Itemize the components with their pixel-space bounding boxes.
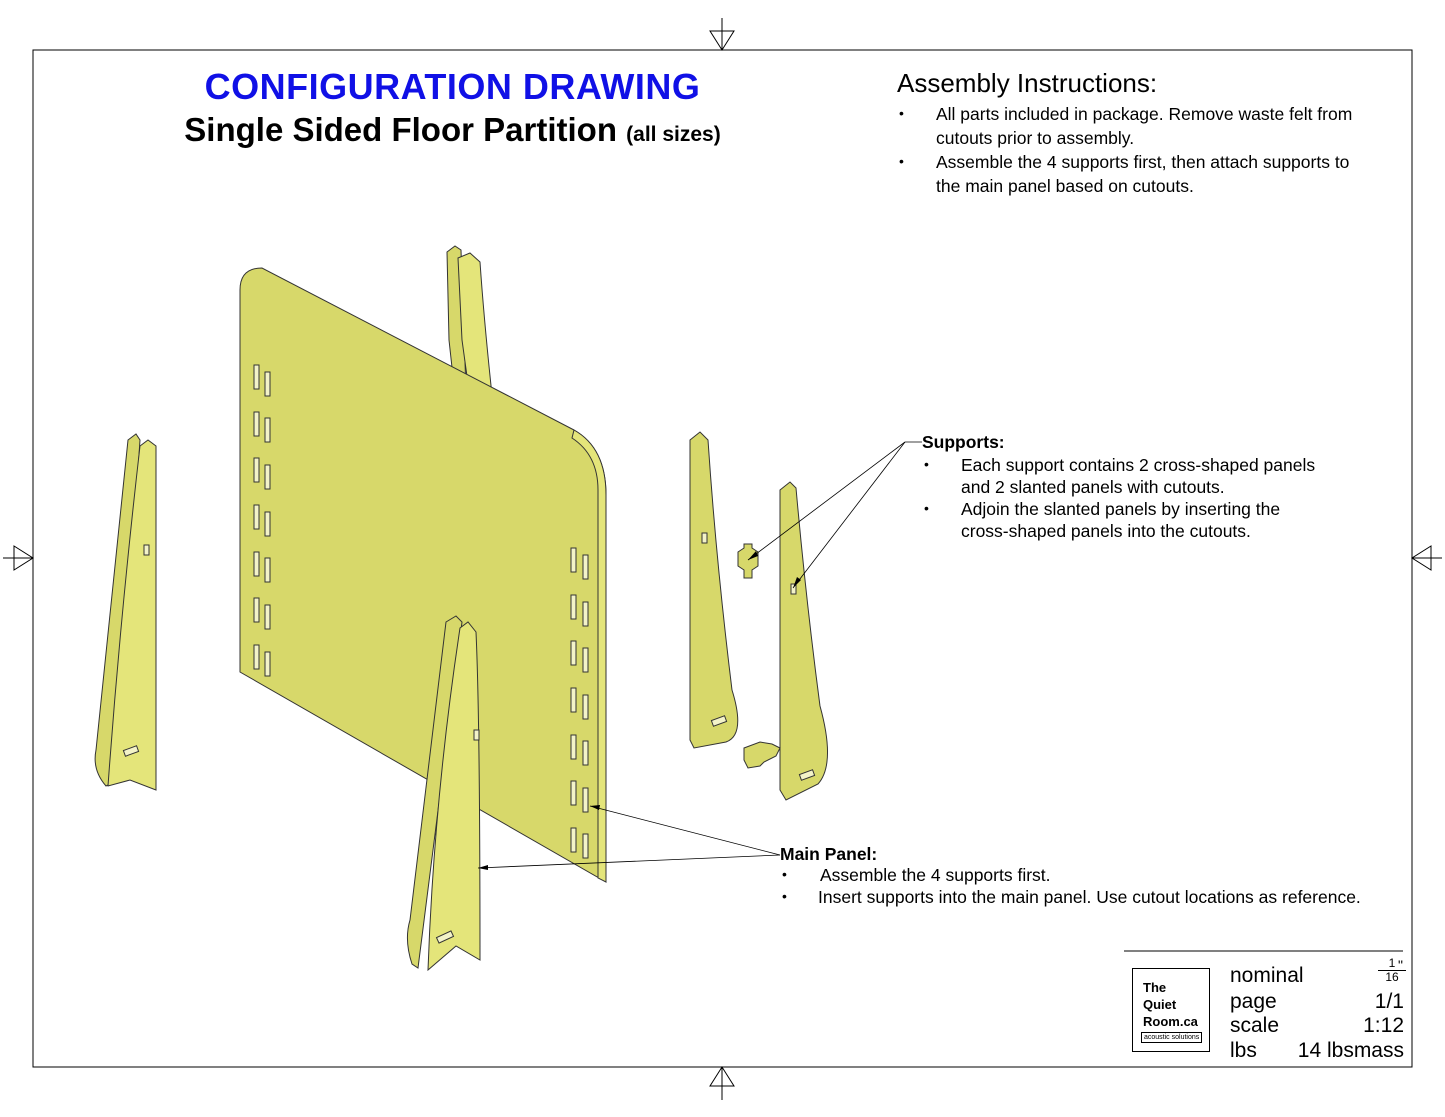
drawing-title: CONFIGURATION DRAWING (204, 66, 701, 107)
main-panel-item-2: Insert supports into the main panel. Use cutout locations as reference. (818, 887, 1361, 907)
exploded-support-panel-b (780, 482, 828, 800)
scale-label: scale (1230, 1014, 1280, 1037)
supports-item-1: Each support contains 2 cross-shaped panels (961, 455, 1316, 475)
bullet: • (924, 500, 929, 516)
main-panel-item-1: Assemble the 4 supports first. (820, 865, 1051, 885)
company-logo (1132, 968, 1210, 1052)
bullet: • (899, 105, 904, 121)
subtitle-suffix: (all sizes) (626, 123, 721, 146)
supports-heading: Supports: (922, 432, 1005, 452)
drawing-subtitle (0, 111, 905, 149)
mass-label: lbs (1230, 1039, 1257, 1062)
page-label: page (1230, 990, 1277, 1013)
supports-item-2-cont: cross-shaped panels into the cutouts. (961, 521, 1251, 541)
bullet: • (899, 153, 904, 169)
assembly-item-2-cont: the main panel based on cutouts. (936, 176, 1194, 196)
main-panel-heading: Main Panel: (780, 844, 878, 864)
assembly-item-1-cont: cutouts prior to assembly. (936, 128, 1135, 148)
supports-item-2: Adjoin the slanted panels by inserting the (961, 499, 1281, 519)
main-panel (240, 268, 606, 882)
left-support (95, 434, 156, 790)
assembly-item-1: All parts included in package. Remove waste felt from (936, 104, 1353, 124)
nominal-unit: " (1398, 957, 1403, 973)
cross-piece-upper (738, 544, 758, 578)
exploded-support-panel-a (690, 432, 738, 748)
bullet: • (924, 456, 929, 472)
assembly-item-2: Assemble the 4 supports first, then attach supports to (936, 152, 1350, 172)
nominal-label: nominal (1230, 964, 1304, 987)
logo-tagline: acoustic solutions (1141, 1032, 1202, 1043)
assembly-heading: Assembly Instructions: (897, 68, 1158, 98)
supports-item-1-cont: and 2 slanted panels with cutouts. (961, 477, 1225, 497)
nominal-denominator: 16 (1378, 970, 1406, 984)
bullet: • (782, 888, 787, 904)
mass-value: 14 lbsmass (1297, 1039, 1404, 1062)
subtitle-main: Single Sided Floor Partition (184, 111, 617, 148)
bullet: • (782, 866, 787, 882)
page-value: 1/1 (1374, 990, 1404, 1013)
nominal-numerator: 1 (1388, 956, 1396, 970)
logo-text: The Quiet Room.ca (1143, 980, 1198, 1029)
centering-marks (3, 18, 1442, 1100)
scale-value: 1:12 (1363, 1014, 1404, 1037)
cross-piece-lower (744, 742, 780, 768)
